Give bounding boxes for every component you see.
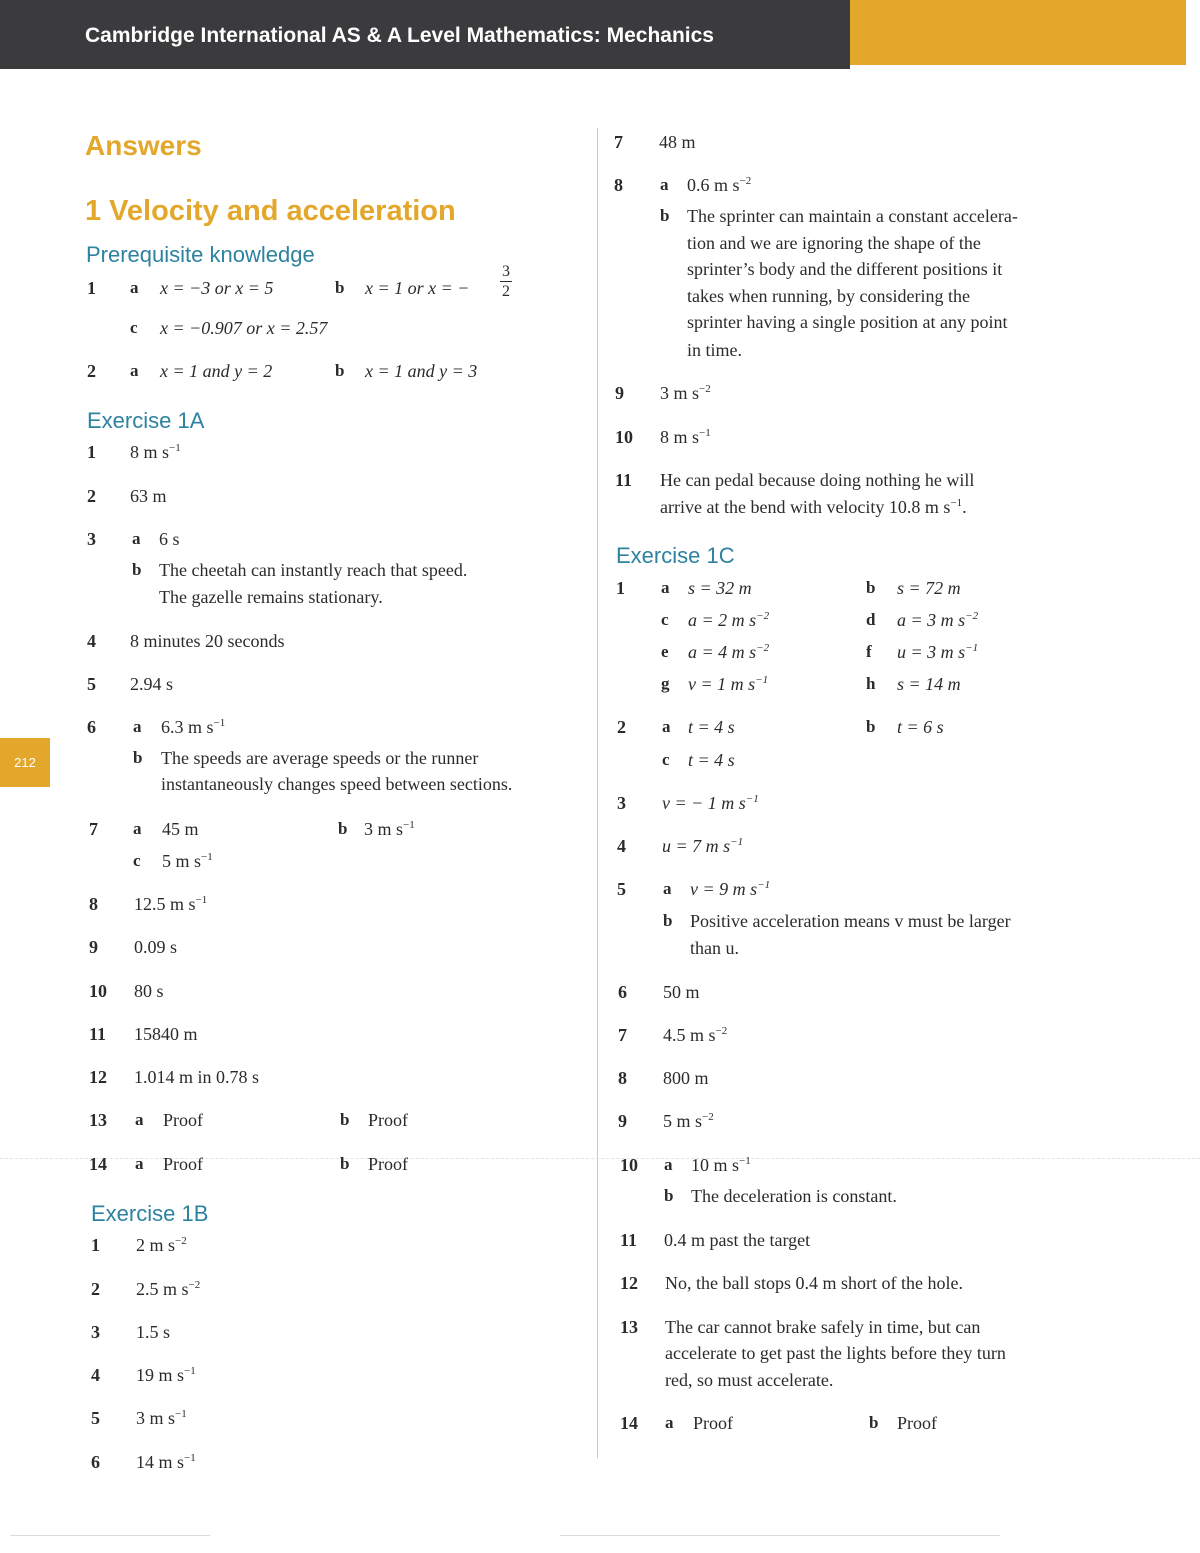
answer-text: 63 m xyxy=(130,486,167,506)
question-number: 4 xyxy=(617,836,626,856)
answer-text: No, the ball stops 0.4 m short of the hole. xyxy=(665,1273,963,1293)
part-label: a xyxy=(133,819,142,838)
part-label: c xyxy=(130,318,138,337)
answer-text: tion and we are ignoring the shape of the xyxy=(687,233,981,253)
answer-value: u = 7 m s xyxy=(662,836,731,856)
part-label: b xyxy=(132,560,142,579)
unit-exponent: −1 xyxy=(745,793,759,805)
unit-exponent: −1 xyxy=(213,717,226,729)
question-number: 3 xyxy=(617,793,626,813)
answer-text: The speeds are average speeds or the runner xyxy=(161,748,479,768)
unit-exponent: −2 xyxy=(702,1111,714,1123)
answer-text: 0.09 s xyxy=(134,937,178,957)
answer-value: 3 m s xyxy=(136,1408,176,1428)
part-label: b xyxy=(340,1154,350,1173)
question-number: 8 xyxy=(618,1068,627,1088)
answer-text xyxy=(162,848,213,874)
unit-exponent: −2 xyxy=(699,383,711,395)
part-label: b xyxy=(869,1413,879,1432)
column-divider xyxy=(597,128,598,1458)
question-number: 6 xyxy=(87,717,96,737)
answer-text xyxy=(688,607,769,633)
part-label: b xyxy=(335,361,345,380)
answer-value: a = 4 m s xyxy=(688,642,757,662)
unit-exponent: −1 xyxy=(184,1452,196,1464)
answer-text: 48 m xyxy=(659,132,696,152)
answer-text: 800 m xyxy=(663,1068,709,1088)
chapter-heading: 1 Velocity and acceleration xyxy=(85,195,456,227)
answer-value: 12.5 m s xyxy=(134,894,196,914)
answer-text: He can pedal because doing nothing he will xyxy=(660,470,975,490)
answer-value: v = − 1 m s xyxy=(662,793,746,813)
answer-text: The gazelle remains stationary. xyxy=(159,587,383,607)
answer-text: Positive acceleration means v must be larger xyxy=(690,911,1011,931)
answer-text xyxy=(136,1232,187,1258)
question-number: 13 xyxy=(620,1317,638,1337)
answer-text: sprinter’s body and the different positions it xyxy=(687,259,1003,279)
answer-value: 0.6 m s xyxy=(687,175,740,195)
answer-value: 8 m s xyxy=(660,427,700,447)
part-label: c xyxy=(133,851,141,870)
fraction xyxy=(500,262,512,301)
part-label: e xyxy=(661,642,669,661)
answer-text xyxy=(690,876,770,902)
part-label: a xyxy=(130,361,139,380)
question-number: 2 xyxy=(91,1279,100,1299)
question-number: 11 xyxy=(89,1024,107,1044)
part-label: b xyxy=(133,748,143,767)
unit-exponent: −2 xyxy=(715,1025,728,1037)
answer-text xyxy=(660,494,967,520)
unit-exponent: −1 xyxy=(950,497,963,509)
answer-text: Proof xyxy=(163,1110,203,1130)
part-label: h xyxy=(866,674,876,693)
answer-text xyxy=(662,790,759,816)
question-number: 11 xyxy=(620,1230,638,1250)
part-label: c xyxy=(662,750,670,769)
answer-value: 19 m s xyxy=(136,1365,185,1385)
answer-text xyxy=(688,671,768,697)
exercise-1c-heading: Exercise 1C xyxy=(616,543,735,568)
question-number: 9 xyxy=(618,1111,627,1131)
part-label: a xyxy=(135,1154,144,1173)
prerequisite-heading: Prerequisite knowledge xyxy=(86,242,315,267)
answer-text xyxy=(136,1449,196,1475)
answer-text xyxy=(663,1022,727,1048)
answer-text: in time. xyxy=(687,340,742,360)
part-label: b xyxy=(664,1186,674,1205)
answer-text: The sprinter can maintain a constant accelera- xyxy=(687,206,1018,226)
answer-text: Proof xyxy=(693,1413,733,1433)
answer-value: a = 3 m s xyxy=(897,610,966,630)
answer-text xyxy=(134,891,207,917)
answer-value: 3 m s xyxy=(364,819,404,839)
answer-value: 2 m s xyxy=(136,1235,176,1255)
answer-value: 6.3 m s xyxy=(161,717,214,737)
answer-text xyxy=(688,639,769,665)
question-number: 7 xyxy=(614,132,623,152)
answer-value: v = 1 m s xyxy=(688,674,756,694)
part-label: d xyxy=(866,610,876,629)
question-number: 2 xyxy=(617,717,626,737)
answer-text: takes when running, by considering the xyxy=(687,286,970,306)
answer-text: x = −3 or x = 5 xyxy=(160,278,274,298)
part-label: b xyxy=(335,278,345,297)
question-number: 2 xyxy=(87,361,96,381)
part-label: b xyxy=(338,819,348,838)
part-label: b xyxy=(340,1110,350,1129)
question-number: 5 xyxy=(91,1408,100,1428)
answer-text: accelerate to get past the lights before they turn xyxy=(665,1343,1006,1363)
answer-text xyxy=(660,380,711,406)
part-label: a xyxy=(662,717,671,736)
answer-text: x = 1 and y = 3 xyxy=(365,361,478,381)
question-number: 3 xyxy=(91,1322,100,1342)
fraction-numerator: 3 xyxy=(502,263,510,280)
answer-text: x = 1 and y = 2 xyxy=(160,361,273,381)
answer-value: a = 2 m s xyxy=(688,610,757,630)
answer-text xyxy=(663,1108,714,1134)
answer-text: 1.014 m in 0.78 s xyxy=(134,1067,260,1087)
answer-text: s = 14 m xyxy=(897,674,961,694)
answer-text xyxy=(136,1276,200,1302)
question-number: 1 xyxy=(616,578,625,598)
question-number: 1 xyxy=(87,442,96,462)
question-number: 11 xyxy=(615,470,633,490)
answer-text xyxy=(660,424,711,450)
answer-text: than u. xyxy=(690,938,739,958)
part-label: a xyxy=(661,578,670,597)
part-label: a xyxy=(663,879,672,898)
question-number: 10 xyxy=(89,981,107,1001)
bottom-edge-line xyxy=(560,1535,1000,1536)
unit-exponent: −1 xyxy=(699,427,711,439)
answer-text: s = 32 m xyxy=(688,578,752,598)
answer-text xyxy=(364,816,415,842)
unit-exponent: −1 xyxy=(184,1365,196,1377)
part-label: a xyxy=(135,1110,144,1129)
part-label: a xyxy=(660,175,669,194)
answer-text xyxy=(136,1405,187,1431)
part-label: b xyxy=(866,578,876,597)
answer-text: Proof xyxy=(368,1154,408,1174)
answer-text: 2.94 s xyxy=(130,674,174,694)
question-number: 14 xyxy=(89,1154,107,1174)
part-label: a xyxy=(665,1413,674,1432)
question-number: 3 xyxy=(87,529,96,549)
answer-text: Proof xyxy=(368,1110,408,1130)
question-number: 12 xyxy=(89,1067,107,1087)
part-label: b xyxy=(866,717,876,736)
question-number: 8 xyxy=(614,175,623,195)
unit-exponent: −2 xyxy=(965,610,979,622)
answer-value: 8 m s xyxy=(130,442,170,462)
answer-text: 0.4 m past the target xyxy=(664,1230,811,1250)
answer-value: arrive at the bend with velocity 10.8 m s xyxy=(660,497,951,517)
answer-text xyxy=(687,172,751,198)
question-number: 10 xyxy=(620,1155,638,1175)
question-number: 9 xyxy=(89,937,98,957)
answer-text: 1.5 s xyxy=(136,1322,171,1342)
fraction-denominator: 2 xyxy=(502,283,510,300)
question-number: 1 xyxy=(87,278,96,298)
answer-value: 4.5 m s xyxy=(663,1025,716,1045)
unit-exponent: −1 xyxy=(175,1408,187,1420)
exercise-1a-heading: Exercise 1A xyxy=(87,408,205,433)
answer-text: 8 minutes 20 seconds xyxy=(130,631,285,651)
answer-text: sprinter having a single position at any point xyxy=(687,312,1008,332)
unit-exponent: −1 xyxy=(739,1155,751,1167)
unit-exponent: −1 xyxy=(755,674,769,686)
unit-exponent: −1 xyxy=(403,819,415,831)
part-label: a xyxy=(132,529,141,548)
question-number: 4 xyxy=(87,631,96,651)
question-number: 5 xyxy=(87,674,96,694)
question-number: 1 xyxy=(91,1235,100,1255)
answer-text xyxy=(136,1362,196,1388)
answer-text: Proof xyxy=(897,1413,937,1433)
answer-text xyxy=(130,439,181,465)
unit-exponent: −1 xyxy=(201,851,213,863)
answer-text: t = 6 s xyxy=(897,717,944,737)
answer-text xyxy=(662,833,743,859)
header-accent-block xyxy=(850,0,1186,65)
unit-exponent: −2 xyxy=(175,1235,187,1247)
answer-text: t = 4 s xyxy=(688,717,735,737)
question-number: 10 xyxy=(615,427,633,447)
answer-value: 10 m s xyxy=(691,1155,740,1175)
answer-text: 6 s xyxy=(159,529,180,549)
question-number: 8 xyxy=(89,894,98,914)
unit-exponent: −1 xyxy=(757,879,771,891)
answer-text: The cheetah can instantly reach that speed. xyxy=(159,560,468,580)
answer-value: 3 m s xyxy=(660,383,700,403)
answer-value: 2.5 m s xyxy=(136,1279,189,1299)
answer-value: u = 3 m s xyxy=(897,642,966,662)
answer-text: s = 72 m xyxy=(897,578,961,598)
answer-text xyxy=(897,639,978,665)
answer-value: v = 9 m s xyxy=(690,879,758,899)
bottom-edge-line xyxy=(10,1535,210,1536)
part-label: g xyxy=(661,674,670,693)
answer-text: 45 m xyxy=(162,819,199,839)
unit-exponent: −2 xyxy=(739,175,752,187)
answer-text xyxy=(691,1152,751,1178)
part-label: a xyxy=(664,1155,673,1174)
answer-text: x = 1 or x = − xyxy=(365,278,470,298)
unit-exponent: −1 xyxy=(195,894,208,906)
answer-value: 5 m s xyxy=(162,851,202,871)
part-label: b xyxy=(660,206,670,225)
answer-text xyxy=(897,607,978,633)
book-title: Cambridge International AS & A Level Mathematics: Mechanics xyxy=(85,24,714,47)
question-number: 14 xyxy=(620,1413,638,1433)
unit-exponent: −1 xyxy=(965,642,979,654)
answer-text: 80 s xyxy=(134,981,164,1001)
answer-text: red, so must accelerate. xyxy=(665,1370,834,1390)
question-number: 4 xyxy=(91,1365,100,1385)
unit-exponent: −2 xyxy=(756,610,770,622)
part-label: a xyxy=(130,278,139,297)
unit-exponent: −1 xyxy=(169,442,181,454)
page-number-tab: 212 xyxy=(0,738,50,787)
answer-text: t = 4 s xyxy=(688,750,735,770)
answers-heading: Answers xyxy=(85,130,202,161)
question-number: 6 xyxy=(91,1452,100,1472)
answer-text: The car cannot brake safely in time, but can xyxy=(665,1317,981,1337)
question-number: 9 xyxy=(615,383,624,403)
question-number: 6 xyxy=(618,982,627,1002)
part-label: c xyxy=(661,610,669,629)
answer-value: 14 m s xyxy=(136,1452,185,1472)
answer-text: 15840 m xyxy=(134,1024,198,1044)
question-number: 12 xyxy=(620,1273,638,1293)
answer-value: 5 m s xyxy=(663,1111,703,1131)
part-label: f xyxy=(866,642,872,661)
question-number: 7 xyxy=(618,1025,627,1045)
sentence-period: . xyxy=(962,497,967,517)
answer-text: instantaneously changes speed between sections. xyxy=(161,774,513,794)
part-label: b xyxy=(663,911,673,930)
part-label: a xyxy=(133,717,142,736)
question-number: 13 xyxy=(89,1110,107,1130)
answer-text: The deceleration is constant. xyxy=(691,1186,897,1206)
question-number: 2 xyxy=(87,486,96,506)
exercise-1b-heading: Exercise 1B xyxy=(91,1201,209,1226)
answer-text xyxy=(161,714,225,740)
answer-text: Proof xyxy=(163,1154,203,1174)
unit-exponent: −2 xyxy=(756,642,770,654)
unit-exponent: −1 xyxy=(730,836,744,848)
answer-text: 50 m xyxy=(663,982,700,1002)
question-number: 5 xyxy=(617,879,626,899)
answer-text: x = −0.907 or x = 2.57 xyxy=(160,318,328,338)
question-number: 7 xyxy=(89,819,98,839)
unit-exponent: −2 xyxy=(188,1279,201,1291)
